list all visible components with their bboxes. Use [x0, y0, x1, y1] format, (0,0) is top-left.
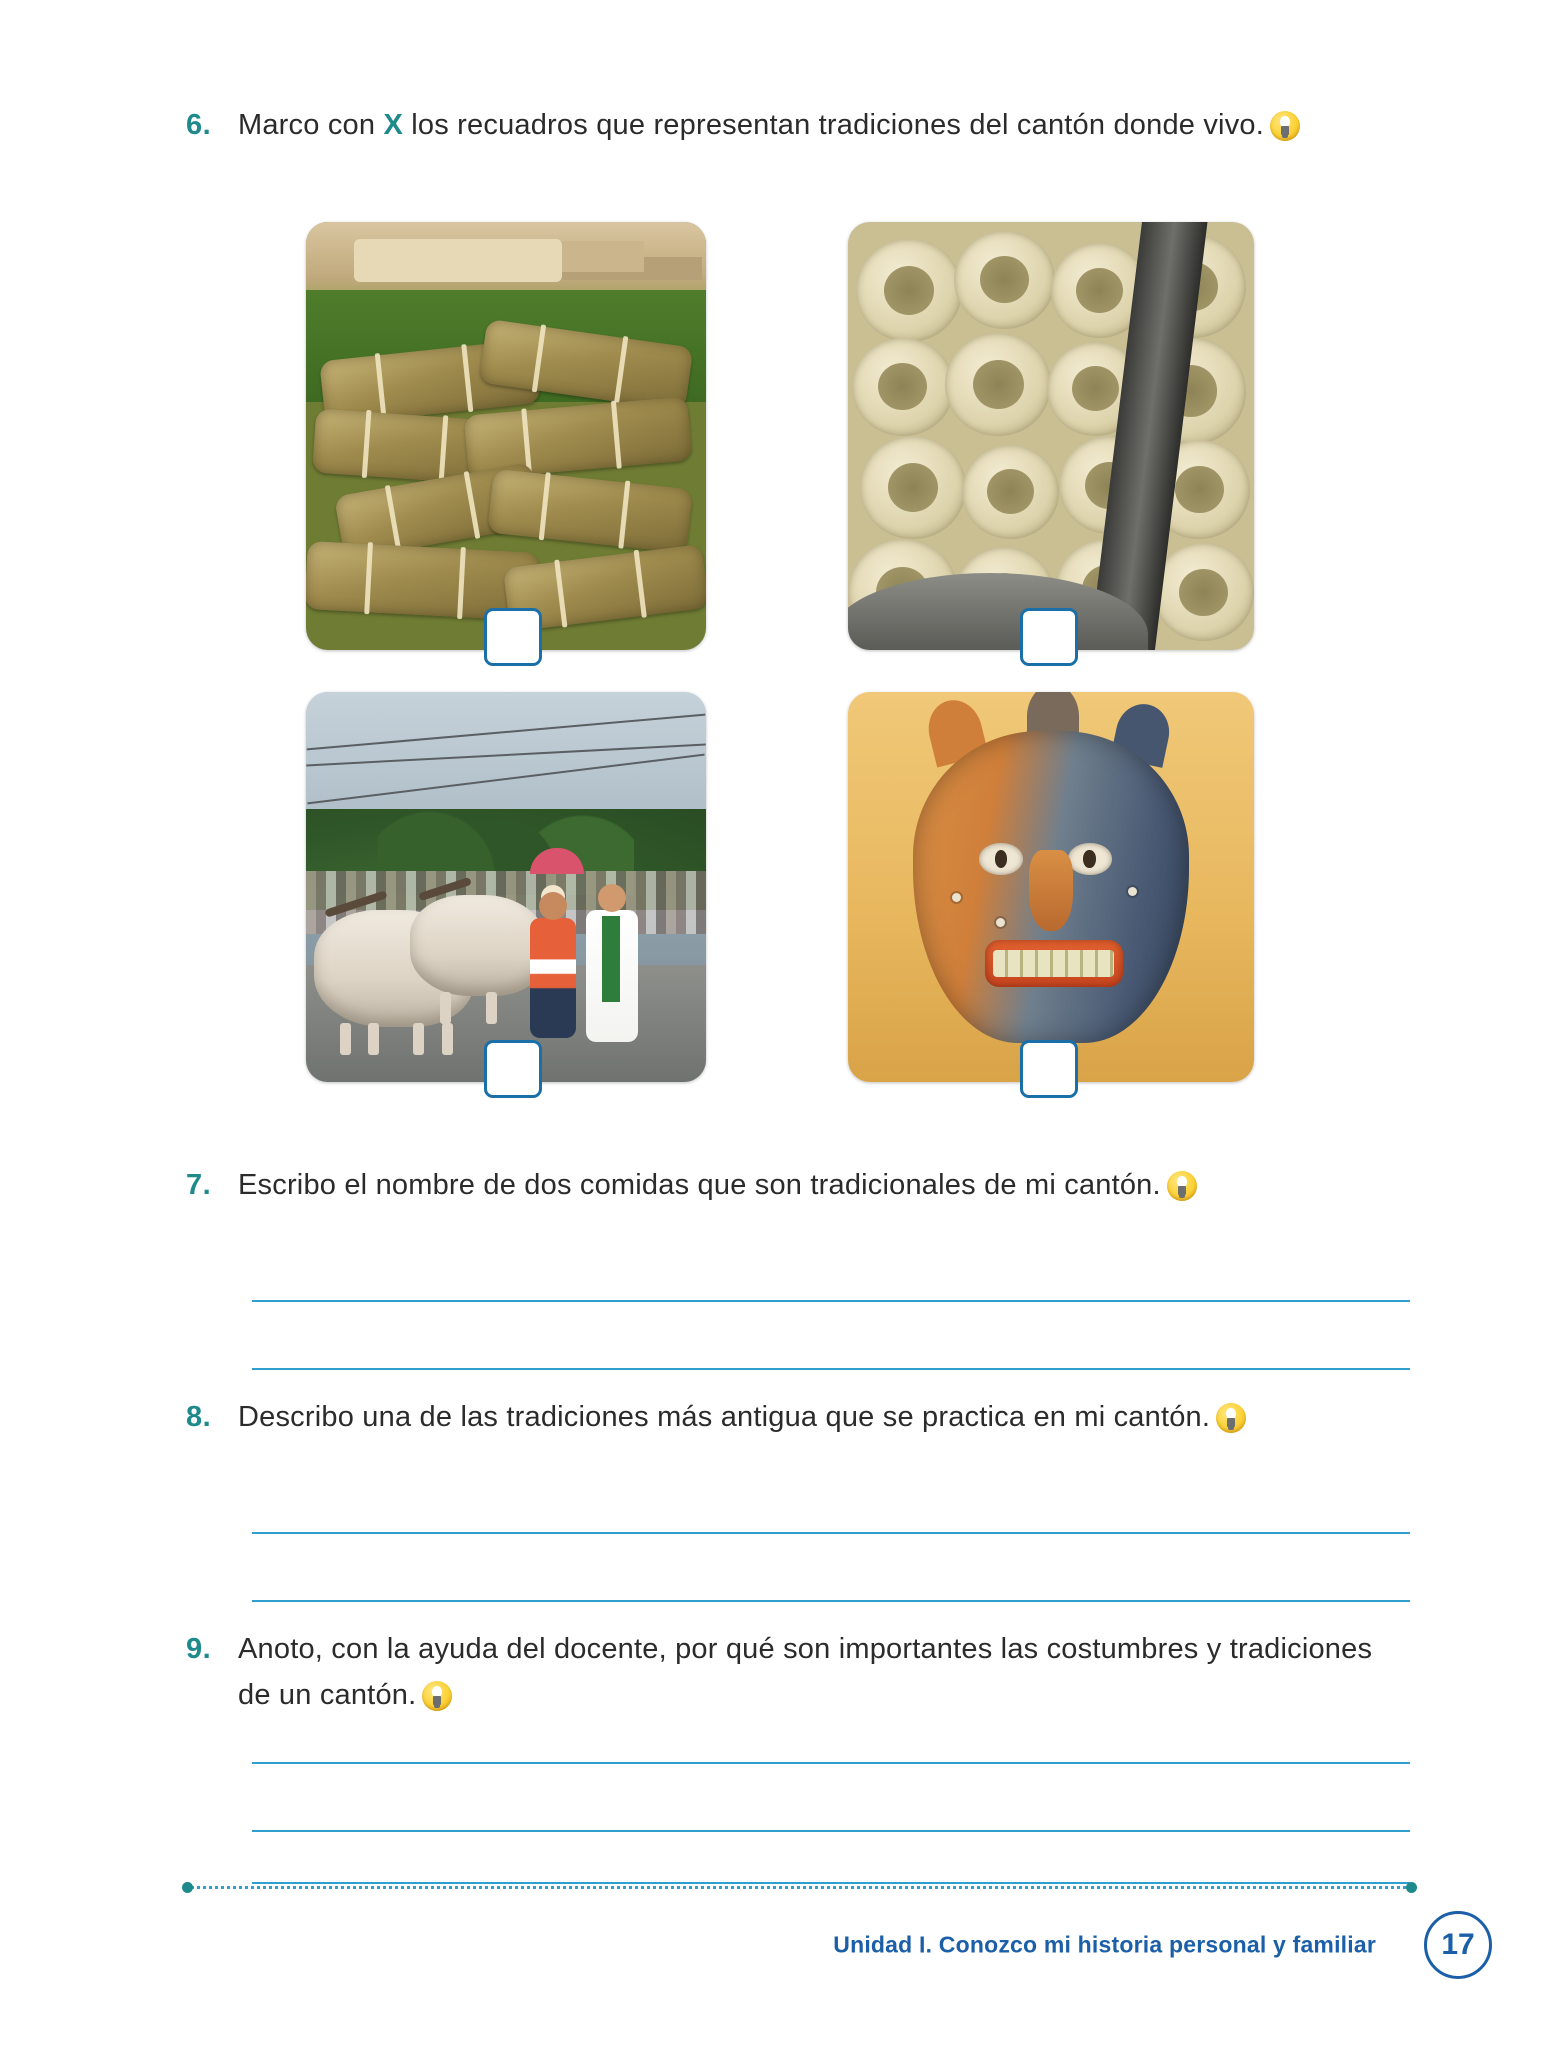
exercise-6-number: 6. — [186, 109, 212, 141]
mascarada-photo-content — [848, 692, 1254, 1082]
chorreadas-photo — [848, 222, 1254, 650]
answer-line-8-2[interactable] — [252, 1600, 1410, 1602]
exercise-8 — [186, 1394, 1416, 1440]
chorreadas-photo-content — [848, 222, 1254, 650]
lightbulb-icon — [422, 1681, 452, 1711]
answer-line-7-2[interactable] — [252, 1368, 1410, 1370]
mascarada-photo — [848, 692, 1254, 1082]
answer-line-9-2[interactable] — [252, 1830, 1410, 1832]
page-number-badge: 17 — [1424, 1911, 1492, 1979]
exercise-8-number: 8. — [186, 1401, 212, 1433]
footer-divider — [186, 1886, 1412, 1893]
exercise-7-text — [238, 1162, 1197, 1208]
answer-line-7-1[interactable] — [252, 1300, 1410, 1302]
exercise-9-number: 9. — [186, 1633, 212, 1665]
boyeros-photo-content — [306, 692, 706, 1082]
boyeros-photo — [306, 692, 706, 1082]
exercise-8-text-body: Describo una de las tradiciones más antigua que se practica en mi cantón. — [238, 1401, 1211, 1433]
exercise-6-text-part1: Marco con — [238, 109, 384, 141]
lightbulb-icon — [1167, 1171, 1197, 1201]
lightbulb-icon — [1216, 1403, 1246, 1433]
tamales-photo-content — [306, 222, 706, 650]
exercise-7 — [186, 1162, 1376, 1208]
footer-dot-right — [1406, 1882, 1417, 1893]
footer-unit-text: Unidad I. Conozco mi historia personal y familiar — [833, 1931, 1376, 1958]
checkbox-tamales[interactable] — [484, 608, 542, 666]
answer-line-9-1[interactable] — [252, 1762, 1410, 1764]
exercise-9-text — [238, 1626, 1386, 1718]
lightbulb-icon — [1270, 111, 1300, 141]
answer-line-9-3[interactable] — [252, 1882, 1410, 1884]
checkbox-chorreadas[interactable] — [1020, 608, 1078, 666]
exercise-7-number: 7. — [186, 1169, 212, 1201]
exercise-6-text — [238, 102, 1300, 148]
answer-line-8-1[interactable] — [252, 1532, 1410, 1534]
exercise-8-text — [238, 1394, 1246, 1440]
exercise-9-text-body: Anoto, con la ayuda del docente, por qué son importantes las costumbres y tradiciones de un cantón. — [238, 1633, 1373, 1711]
footer-dot-left — [182, 1882, 193, 1893]
exercise-6-x-mark: X — [383, 109, 403, 141]
checkbox-boyeros[interactable] — [484, 1040, 542, 1098]
exercise-9 — [186, 1626, 1386, 1718]
exercise-6-text-part2: los recuadros que representan tradiciones del cantón donde vivo. — [403, 109, 1264, 141]
checkbox-mascarada[interactable] — [1020, 1040, 1078, 1098]
exercise-6 — [186, 102, 1326, 148]
exercise-7-text-body: Escribo el nombre de dos comidas que son tradicionales de mi cantón. — [238, 1169, 1161, 1201]
tamales-photo — [306, 222, 706, 650]
